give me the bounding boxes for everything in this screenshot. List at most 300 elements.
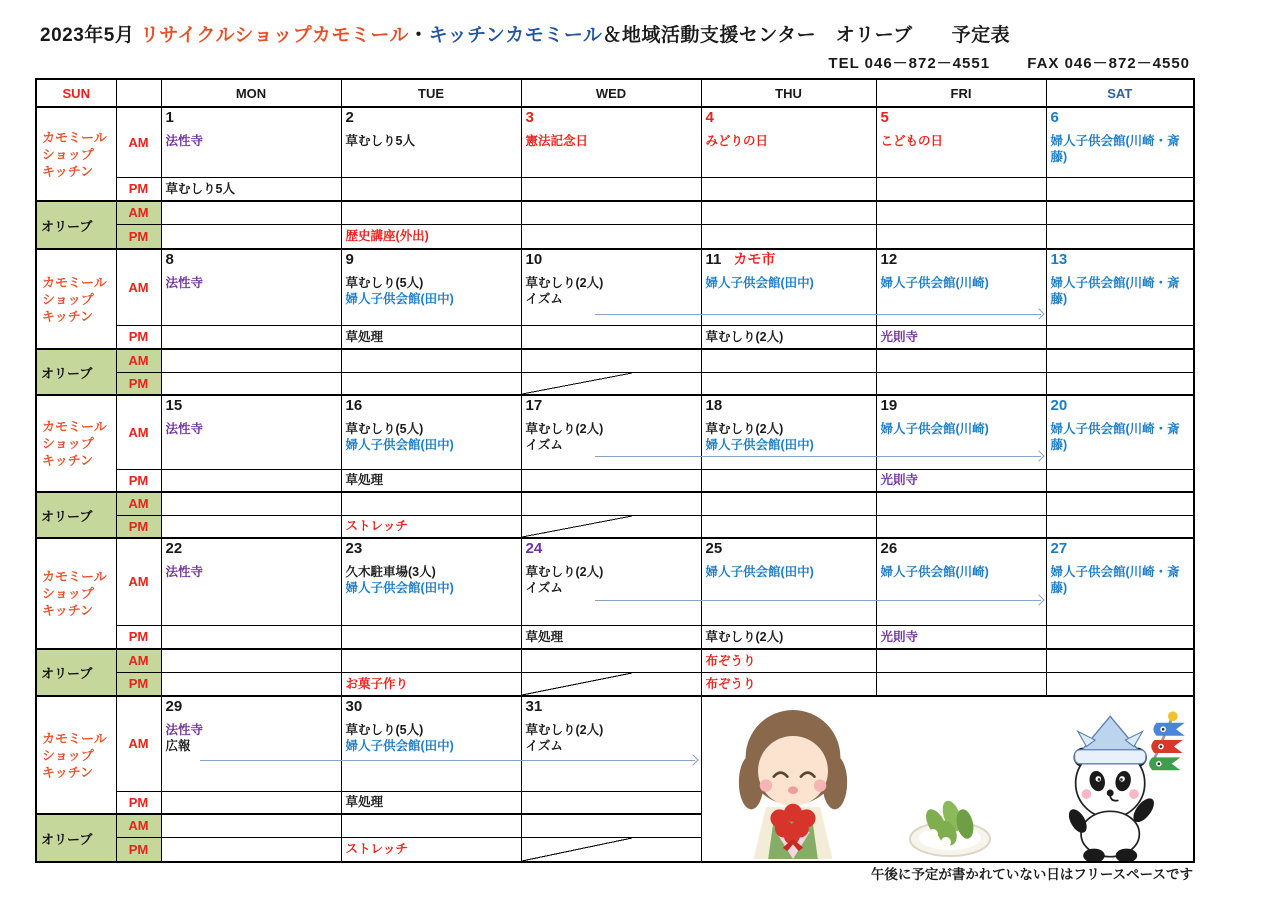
olive-am-cell <box>521 349 701 372</box>
olive-am-cell <box>701 649 876 672</box>
day-number: 18 <box>705 397 723 414</box>
pm-cell <box>341 469 521 492</box>
weekday-header-wed: WED <box>521 79 701 107</box>
day-number: 19 <box>880 397 898 414</box>
pm-cell <box>701 625 876 649</box>
olive-am-cell <box>521 201 701 224</box>
ampm-column-header <box>116 79 161 107</box>
am-label: AM <box>116 492 161 515</box>
day-number-line <box>877 396 1046 421</box>
schedule-entry: 草むしり(2人) <box>525 565 604 579</box>
week1-chamomile-pm-row <box>36 177 1194 201</box>
day-number-line <box>522 250 701 275</box>
day-3-am-cell <box>521 107 701 177</box>
day-29-am-cell <box>161 696 341 791</box>
olive-am-cell <box>161 349 341 372</box>
footer-note: 午後に予定が書かれていない日はフリースペースです <box>870 867 1193 882</box>
pm-cell <box>521 325 701 349</box>
day-number: 11 <box>705 251 722 268</box>
olive-am-cell <box>1046 492 1194 515</box>
schedule-table-wrap <box>35 78 1193 863</box>
olive-am-cell <box>1046 649 1194 672</box>
day-number-line <box>162 108 341 133</box>
olive-am-cell <box>701 349 876 372</box>
olive-pm-cell <box>161 515 341 538</box>
week2-olive-am-row <box>36 349 1194 372</box>
panda-with-kabuto-and-koinobori-illustration <box>1050 699 1192 862</box>
day-number-line <box>342 108 521 133</box>
day-number: 22 <box>165 540 183 557</box>
day-number-line <box>1047 539 1194 564</box>
schedule-entry: 法性寺 <box>165 276 204 290</box>
olive-am-cell <box>876 349 1046 372</box>
chamomile-label-line: ショップ <box>42 747 94 763</box>
pm-cell <box>161 791 341 814</box>
day-number: 2 <box>345 109 354 126</box>
weekday-header-tue: TUE <box>341 79 521 107</box>
olive-am-cell <box>1046 201 1194 224</box>
am-label: AM <box>116 538 161 625</box>
illustration-cell <box>701 696 1194 862</box>
day-23-am-cell <box>341 538 521 625</box>
day-number-line <box>162 697 341 722</box>
weekday-header-fri: FRI <box>876 79 1046 107</box>
title-date: 2023年5月 <box>40 25 135 46</box>
chamomile-label-line: キッチン <box>42 603 94 618</box>
am-label: AM <box>116 649 161 672</box>
olive-pm-cell <box>341 372 521 395</box>
olive-am-cell <box>341 649 521 672</box>
schedule-entry: イズム <box>525 581 563 595</box>
olive-am-cell <box>521 492 701 515</box>
day-19-am-cell <box>876 395 1046 469</box>
day-20-am-cell <box>1046 395 1194 469</box>
schedule-entry: 広報 <box>165 739 191 753</box>
schedule-entry: お菓子作り <box>345 676 409 691</box>
pm-cell <box>1046 177 1194 201</box>
schedule-entry: 草むしり(2人) <box>705 329 784 344</box>
chamomile-row-label <box>36 538 116 649</box>
pm-label: PM <box>116 177 161 201</box>
day-number-line <box>342 396 521 421</box>
pm-label: PM <box>116 515 161 538</box>
schedule-table <box>35 78 1195 863</box>
day-number: 12 <box>880 251 898 268</box>
pm-cell <box>341 791 521 814</box>
am-label: AM <box>116 107 161 177</box>
schedule-entry: 婦人子供会館(川崎) <box>880 565 989 579</box>
schedule-entry: イズム <box>525 292 563 306</box>
chamomile-label-line: カモミール <box>42 569 107 584</box>
header-row <box>36 79 1194 107</box>
title-recycle-shop: リサイクルショップカモミール <box>140 25 410 46</box>
day-number: 6 <box>1050 109 1059 126</box>
day-number-line <box>522 396 701 421</box>
schedule-entry: 婦人子供会館(川崎) <box>880 422 989 436</box>
pm-cell <box>161 177 341 201</box>
schedule-entry: 歴史講座(外出) <box>345 229 429 244</box>
schedule-entry: 光則寺 <box>880 329 919 344</box>
olive-pm-cell <box>1046 515 1194 538</box>
day-number: 17 <box>525 397 543 414</box>
day-number: 26 <box>880 540 898 557</box>
olive-am-cell <box>521 649 701 672</box>
day-number-line <box>877 250 1046 275</box>
olive-pm-cell <box>341 224 521 249</box>
pm-cell <box>876 469 1046 492</box>
day-number-line <box>162 250 341 275</box>
calendar-body <box>36 107 1194 862</box>
day-number: 24 <box>525 540 543 557</box>
schedule-entry: 草むしり(5人) <box>345 276 424 290</box>
chamomile-label-line: キッチン <box>42 764 94 780</box>
schedule-entry: 光則寺 <box>880 629 919 644</box>
schedule-entry: 布ぞうり <box>705 653 756 668</box>
schedule-entry: ストレッチ <box>345 842 408 857</box>
pm-cell <box>161 625 341 649</box>
olive-pm-cell <box>341 837 521 862</box>
am-label: AM <box>116 395 161 469</box>
am-label: AM <box>116 814 161 837</box>
day-number: 8 <box>165 251 174 268</box>
day-16-am-cell <box>341 395 521 469</box>
week2-chamomile-pm-row <box>36 325 1194 349</box>
schedule-entry: 婦人子供会館(田中) <box>705 438 814 452</box>
schedule-entry: 草むしり(2人) <box>705 629 784 644</box>
schedule-entry: 草処理 <box>345 473 384 488</box>
day-8-am-cell <box>161 249 341 325</box>
schedule-entry: 婦人子供会館(川崎・斎藤) <box>1050 565 1180 595</box>
day-22-am-cell <box>161 538 341 625</box>
olive-pm-cell <box>701 224 876 249</box>
mothers-day-girl-illustration <box>724 701 862 862</box>
pm-label: PM <box>116 791 161 814</box>
schedule-entry: 婦人子供会館(田中) <box>345 739 454 753</box>
day-number-line <box>342 250 521 275</box>
week2-chamomile-am-row <box>36 249 1194 325</box>
chamomile-label-line: キッチン <box>42 453 94 468</box>
title-separator: ・ <box>409 25 429 46</box>
day-number-line <box>162 539 341 564</box>
olive-am-cell <box>701 492 876 515</box>
day-number-line <box>342 539 521 564</box>
pm-cell <box>521 177 701 201</box>
day-number-line <box>162 396 341 421</box>
week1-olive-am-row <box>36 201 1194 224</box>
day-number: 29 <box>165 698 183 715</box>
day-26-am-cell <box>876 538 1046 625</box>
pm-cell <box>521 469 701 492</box>
chamomile-label-line: カモミール <box>42 129 107 145</box>
olive-am-cell <box>341 492 521 515</box>
week3-olive-am-row <box>36 492 1194 515</box>
day-label: カモ市 <box>733 251 776 267</box>
chamomile-label-line: キッチン <box>42 308 94 324</box>
page-title <box>40 20 1010 47</box>
olive-pm-cell <box>701 515 876 538</box>
schedule-entry: 憲法記念日 <box>525 134 589 148</box>
day-number: 1 <box>165 109 174 126</box>
week4-olive-am-row <box>36 649 1194 672</box>
day-12-am-cell <box>876 249 1046 325</box>
week1-olive-pm-row <box>36 224 1194 249</box>
day-13-am-cell <box>1046 249 1194 325</box>
day-number: 20 <box>1050 397 1068 414</box>
day-number-line <box>702 250 876 275</box>
day-number: 16 <box>345 397 363 414</box>
day-number-line <box>522 108 701 133</box>
day-number-line <box>877 539 1046 564</box>
olive-am-cell <box>1046 349 1194 372</box>
schedule-entry: 草むしり(2人) <box>705 422 784 436</box>
olive-am-cell <box>161 649 341 672</box>
day-number-line <box>522 697 701 722</box>
tel-number: TEL 046－872－4551 <box>828 55 991 72</box>
pm-cell <box>1046 325 1194 349</box>
pm-cell <box>876 177 1046 201</box>
pm-cell <box>341 625 521 649</box>
day-27-am-cell <box>1046 538 1194 625</box>
olive-pm-cell <box>1046 224 1194 249</box>
am-label: AM <box>116 696 161 791</box>
day-9-am-cell <box>341 249 521 325</box>
day-number-line <box>1047 108 1194 133</box>
day-number-line <box>702 108 876 133</box>
olive-pm-cell <box>876 672 1046 696</box>
weekday-header-sat: SAT <box>1046 79 1194 107</box>
contact-line <box>828 52 1190 73</box>
chamomile-row-label <box>36 395 116 492</box>
olive-am-cell <box>341 201 521 224</box>
day-number: 5 <box>880 109 889 126</box>
olive-am-cell <box>161 201 341 224</box>
olive-pm-cell <box>701 672 876 696</box>
title-kitchen: キッチンカモミール <box>428 25 603 46</box>
schedule-entry: 光則寺 <box>880 473 919 488</box>
day-number: 10 <box>525 251 543 268</box>
am-label: AM <box>116 349 161 372</box>
olive-pm-cell <box>876 372 1046 395</box>
schedule-entry: イズム <box>525 739 563 753</box>
schedule-entry: 草処理 <box>345 795 384 810</box>
chamomile-row-label <box>36 249 116 349</box>
olive-row-label: オリーブ <box>36 349 116 395</box>
chamomile-label-line: ショップ <box>42 436 94 451</box>
olive-pm-cell <box>521 515 701 538</box>
olive-am-cell <box>341 349 521 372</box>
day-number: 23 <box>345 540 363 557</box>
weekday-header-row <box>36 79 1194 107</box>
day-number: 25 <box>705 540 723 557</box>
week4-chamomile-pm-row <box>36 625 1194 649</box>
chamomile-row-label <box>36 107 116 201</box>
chamomile-label-line: ショップ <box>42 586 94 601</box>
olive-pm-cell <box>876 224 1046 249</box>
chamomile-label-line: カモミール <box>42 730 107 746</box>
day-17-am-cell <box>521 395 701 469</box>
olive-am-cell <box>876 649 1046 672</box>
day-number: 31 <box>525 698 543 715</box>
schedule-entry: こどもの日 <box>880 134 944 148</box>
olive-am-cell <box>876 201 1046 224</box>
pm-cell <box>701 177 876 201</box>
schedule-entry: 法性寺 <box>165 565 204 579</box>
chamomile-label-line: ショップ <box>42 291 94 307</box>
am-label: AM <box>116 201 161 224</box>
day-number: 27 <box>1050 540 1068 557</box>
day-number-line <box>522 539 701 564</box>
schedule-entry: 草むしり(2人) <box>525 276 604 290</box>
pm-label: PM <box>116 672 161 696</box>
olive-am-cell <box>521 814 701 837</box>
day-6-am-cell <box>1046 107 1194 177</box>
day-1-am-cell <box>161 107 341 177</box>
week5-chamomile-am-row <box>36 696 1194 791</box>
pm-cell <box>876 625 1046 649</box>
weekday-header-thu: THU <box>701 79 876 107</box>
day-number: 13 <box>1050 251 1068 268</box>
schedule-entry: 婦人子供会館(田中) <box>705 276 814 290</box>
pm-cell <box>1046 625 1194 649</box>
schedule-entry: 草むしり(5人) <box>345 422 424 436</box>
day-number: 4 <box>705 109 714 126</box>
olive-pm-cell <box>341 672 521 696</box>
day-number-line <box>1047 396 1194 421</box>
pm-cell <box>161 325 341 349</box>
day-number-line <box>702 396 876 421</box>
week4-chamomile-am-row <box>36 538 1194 625</box>
olive-pm-cell <box>876 515 1046 538</box>
week3-chamomile-pm-row <box>36 469 1194 492</box>
pm-cell <box>341 177 521 201</box>
schedule-entry: 草むしり(5人) <box>345 723 424 737</box>
chamomile-label-line: ショップ <box>42 146 94 162</box>
olive-pm-cell <box>1046 672 1194 696</box>
weekday-header-sun: SUN <box>36 79 116 107</box>
chamomile-label-line: カモミール <box>42 419 107 434</box>
day-number-line <box>1047 250 1194 275</box>
am-label: AM <box>116 249 161 325</box>
schedule-entry: 草むしり5人 <box>165 181 235 196</box>
pm-cell <box>341 325 521 349</box>
chamomile-label-line: キッチン <box>42 163 94 179</box>
schedule-entry: 法性寺 <box>165 422 204 436</box>
pm-label: PM <box>116 325 161 349</box>
pm-cell <box>1046 469 1194 492</box>
olive-pm-cell <box>161 837 341 862</box>
day-number: 15 <box>165 397 183 414</box>
olive-pm-cell <box>701 372 876 395</box>
olive-pm-cell <box>161 224 341 249</box>
schedule-entry: 草むしり5人 <box>345 134 415 148</box>
olive-am-cell <box>161 492 341 515</box>
day-number: 9 <box>345 251 354 268</box>
olive-pm-cell <box>521 672 701 696</box>
fax-number: FAX 046－872－4550 <box>1027 55 1190 72</box>
title-rest: ＆地域活動支援センター オリーブ 予定表 <box>602 25 1011 46</box>
schedule-entry: 婦人子供会館(田中) <box>705 565 814 579</box>
schedule-entry: 婦人子供会館(川崎・斎藤) <box>1050 276 1180 306</box>
day-25-am-cell <box>701 538 876 625</box>
schedule-entry: イズム <box>525 438 563 452</box>
week3-olive-pm-row <box>36 515 1194 538</box>
olive-row-label: オリーブ <box>36 814 116 862</box>
pm-label: PM <box>116 224 161 249</box>
pm-label: PM <box>116 837 161 862</box>
schedule-entry: 布ぞうり <box>705 676 756 691</box>
schedule-entry: 草むしり(2人) <box>525 422 604 436</box>
pm-label: PM <box>116 625 161 649</box>
week2-olive-pm-row <box>36 372 1194 395</box>
week1-chamomile-am-row <box>36 107 1194 177</box>
schedule-entry: みどりの日 <box>705 134 769 148</box>
schedule-entry: 草処理 <box>525 629 564 644</box>
olive-pm-cell <box>521 372 701 395</box>
pm-cell <box>701 325 876 349</box>
schedule-entry: 婦人子供会館(川崎・斎藤) <box>1050 134 1180 164</box>
schedule-entry: 婦人子供会館(田中) <box>345 438 454 452</box>
weekday-header-mon: MON <box>161 79 341 107</box>
day-number: 3 <box>525 109 534 126</box>
schedule-entry: 久木駐車場(3人) <box>345 565 436 579</box>
week4-olive-pm-row <box>36 672 1194 696</box>
schedule-entry: 婦人子供会館(川崎・斎藤) <box>1050 422 1180 452</box>
day-number-line <box>702 539 876 564</box>
olive-am-cell <box>161 814 341 837</box>
chamomile-label-line: カモミール <box>42 274 107 290</box>
schedule-entry: 草処理 <box>345 329 384 344</box>
schedule-entry: 法性寺 <box>165 134 204 148</box>
pm-label: PM <box>116 469 161 492</box>
day-30-am-cell <box>341 696 521 791</box>
olive-pm-cell <box>161 672 341 696</box>
pm-label: PM <box>116 372 161 395</box>
day-24-am-cell <box>521 538 701 625</box>
day-18-am-cell <box>701 395 876 469</box>
day-2-am-cell <box>341 107 521 177</box>
olive-pm-cell <box>521 224 701 249</box>
day-number-line <box>877 108 1046 133</box>
olive-row-label: オリーブ <box>36 649 116 696</box>
olive-pm-cell <box>1046 372 1194 395</box>
olive-pm-cell <box>161 372 341 395</box>
day-10-am-cell <box>521 249 701 325</box>
olive-row-label: オリーブ <box>36 201 116 249</box>
day-11-am-cell <box>701 249 876 325</box>
pm-cell <box>161 469 341 492</box>
day-31-am-cell <box>521 696 701 791</box>
pm-cell <box>521 791 701 814</box>
schedule-entry: 草むしり(2人) <box>525 723 604 737</box>
olive-row-label: オリーブ <box>36 492 116 538</box>
pm-cell <box>701 469 876 492</box>
day-4-am-cell <box>701 107 876 177</box>
olive-am-cell <box>341 814 521 837</box>
olive-am-cell <box>701 201 876 224</box>
week3-chamomile-am-row <box>36 395 1194 469</box>
pm-cell <box>521 625 701 649</box>
schedule-entry: 婦人子供会館(川崎) <box>880 276 989 290</box>
olive-pm-cell <box>521 837 701 862</box>
green-sweets-plate-illustration <box>900 789 1000 862</box>
pm-cell <box>876 325 1046 349</box>
day-number-line <box>342 697 521 722</box>
olive-pm-cell <box>341 515 521 538</box>
chamomile-row-label <box>36 696 116 814</box>
day-15-am-cell <box>161 395 341 469</box>
schedule-entry: 法性寺 <box>165 723 204 737</box>
schedule-entry: 婦人子供会館(田中) <box>345 581 454 595</box>
